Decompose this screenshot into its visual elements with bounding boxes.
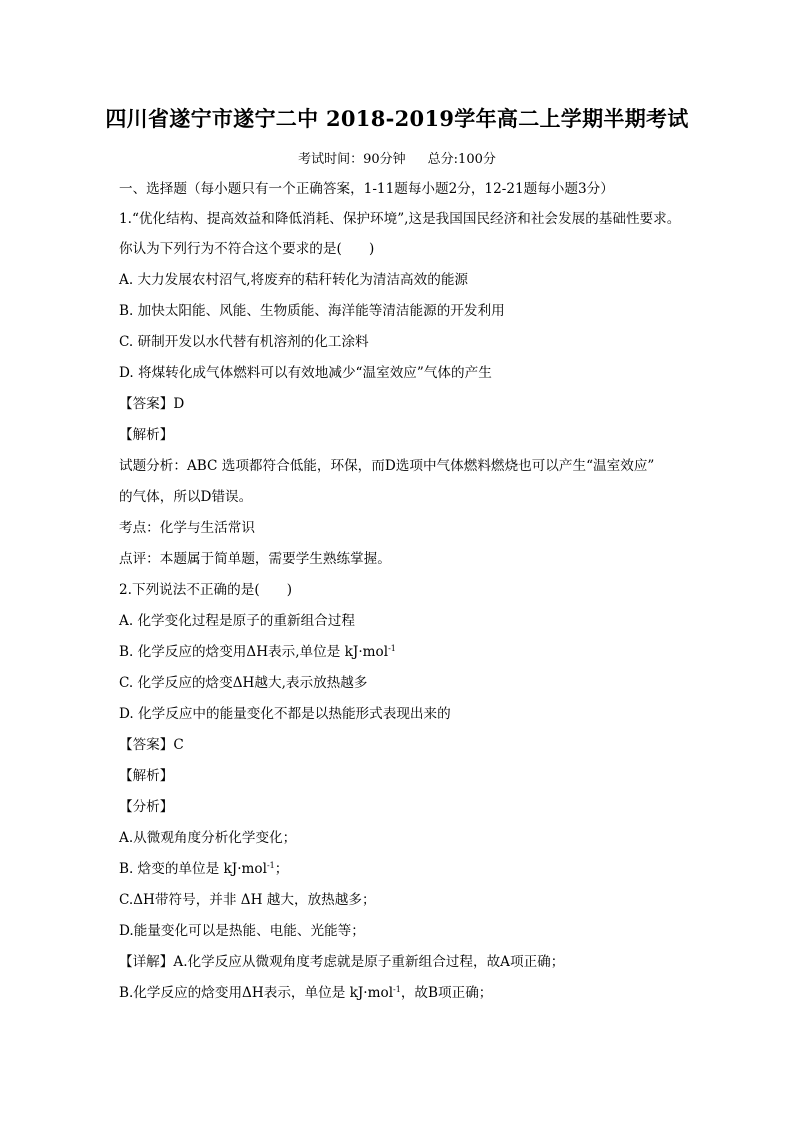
q1-dianping: 点评：本题属于简单题，需要学生熟练掌握。	[119, 551, 391, 567]
q2-answer: 【答案】C	[119, 737, 184, 753]
q2-fenxi-a: A.从微观角度分析化学变化；	[119, 830, 297, 846]
q2-option-b-text: B. 化学反应的焓变用ΔH表示,单位是 kJ·mol	[119, 644, 389, 660]
q2-option-b	[119, 643, 679, 661]
q2-xiangjie-b	[119, 984, 679, 1002]
q1-option-b: B. 加快太阳能、风能、生物质能、海洋能等清洁能源的开发利用	[119, 303, 505, 319]
q2-xiangjie-b-text: B.化学反应的焓变用ΔH表示，单位是 kJ·mol	[119, 985, 394, 1001]
q1-option-c: C. 研制开发以水代替有机溶剂的化工涂料	[119, 334, 369, 350]
q1-option-d: D. 将煤转化成气体燃料可以有效地减少“温室效应”气体的产生	[119, 365, 492, 381]
q2-option-b-sup: -1	[388, 644, 396, 653]
q1-analysis-label: 【解析】	[119, 427, 174, 443]
q1-analysis-line1: 试题分析：ABC 选项都符合低能，环保，而D选项中气体燃料燃烧也可以产生“温室效应”	[119, 458, 655, 474]
exam-time: 考试时间：90分钟	[298, 152, 406, 167]
q1-stem-line1: 1.“优化结构、提高效益和降低消耗、保护环境”,这是我国国民经济和社会发展的基础性要求。	[119, 211, 681, 227]
q2-fenxi-b-sup: -1	[266, 861, 275, 870]
q1-option-a: A. 大力发展农村沼气,将废弃的秸秆转化为清洁高效的能源	[119, 272, 469, 288]
q2-fenxi-label: 【分析】	[119, 799, 174, 815]
exam-meta	[0, 148, 794, 167]
q1-answer: 【答案】D	[119, 396, 185, 412]
q2-analysis-label: 【解析】	[119, 768, 174, 784]
q1-stem-line2: 你认为下列行为不符合这个要求的是( )	[119, 241, 375, 257]
q2-stem: 2.下列说法不正确的是( )	[119, 582, 293, 598]
q2-fenxi-b-end: ；	[274, 861, 289, 877]
q2-xiangjie-b-end: ，故B项正确；	[400, 985, 493, 1001]
q2-option-d: D. 化学反应中的能量变化不都是以热能形式表现出来的	[119, 706, 451, 722]
q1-kaodian: 考点：化学与生活常识	[119, 520, 255, 536]
q2-option-c: C. 化学反应的焓变ΔH越大,表示放热越多	[119, 675, 368, 691]
q2-fenxi-c: C.ΔH带符号，并非 ΔH 越大，放热越多；	[119, 892, 376, 908]
q1-analysis-line2: 的气体，所以D错误。	[119, 489, 253, 505]
q2-xiangjie-b-sup: -1	[393, 985, 401, 994]
q2-xiangjie-a: 【详解】A.化学反应从微观角度考虑就是原子重新组合过程，故A项正确；	[119, 954, 565, 970]
q2-fenxi-d: D.能量变化可以是热能、电能、光能等；	[119, 923, 365, 939]
page-title: 四川省遂宁市遂宁二中 2018-2019学年高二上学期半期考试	[105, 106, 689, 131]
q2-fenxi-b	[119, 860, 679, 878]
q2-fenxi-b-text: B. 焓变的单位是 kJ·mol	[119, 861, 267, 877]
q2-option-a: A. 化学变化过程是原子的重新组合过程	[119, 613, 355, 629]
section-heading: 一、选择题（每小题只有一个正确答案，1-11题每小题2分，12-21题每小题3分）	[119, 181, 614, 197]
total-score: 总分:100分	[427, 152, 496, 167]
